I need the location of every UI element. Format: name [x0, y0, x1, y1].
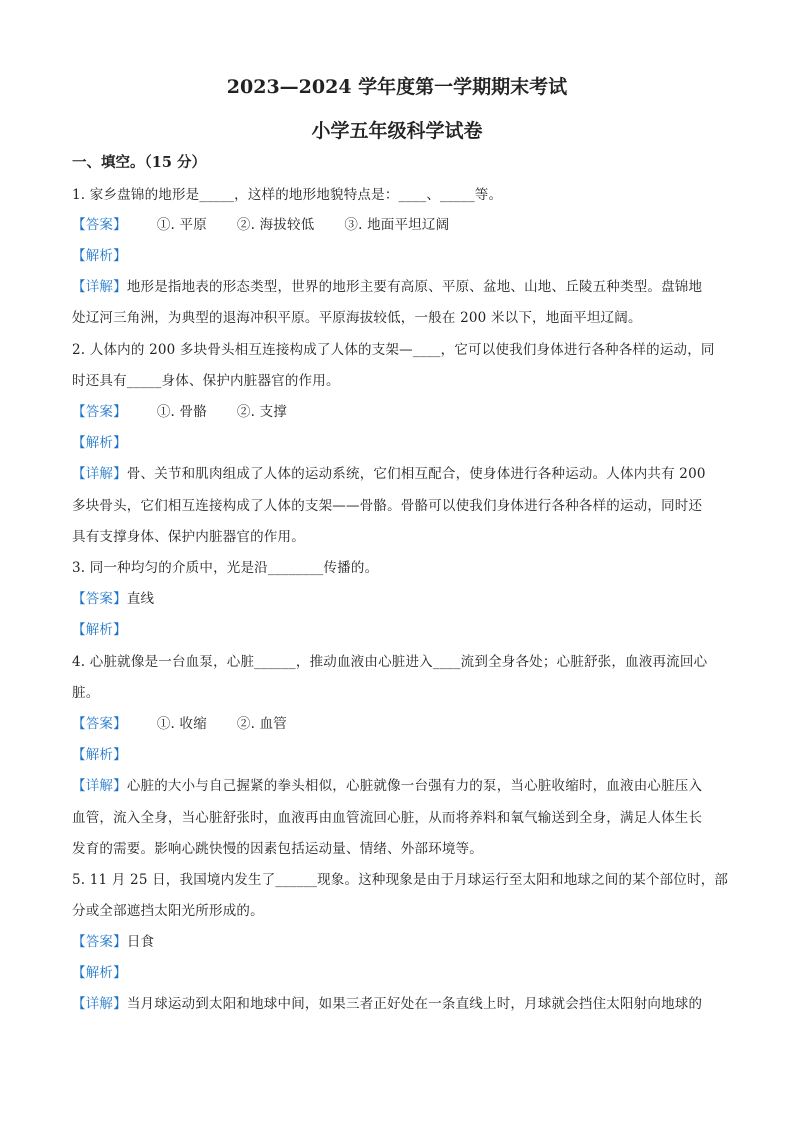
q2-answer-1: ①. 骨骼 [156, 404, 207, 420]
q5-answer: 日食 [126, 934, 155, 950]
q4-detail-line-1 [72, 774, 702, 794]
q4-answer-1: ①. 收缩 [156, 716, 207, 732]
analysis-tag: 【解析】 [72, 435, 127, 451]
q4-analysis-line [72, 743, 127, 763]
analysis-tag: 【解析】 [72, 747, 127, 763]
answer-tag: 【答案】 [72, 404, 127, 420]
answer-tag: 【答案】 [72, 591, 127, 607]
q3-answer: 直线 [126, 591, 155, 607]
q1-answer-line [72, 213, 449, 233]
detail-tag: 【详解】 [72, 996, 127, 1012]
q5-detail-text-1: 当月球运动到太阳和地球中间，如果三者正好处在一条直线上时，月球就会挡住太阳射向地球的 [126, 996, 703, 1012]
detail-tag: 【详解】 [72, 778, 127, 794]
answer-tag: 【答案】 [72, 716, 127, 732]
q1-answer-3: ③. 地面平坦辽阔 [344, 217, 450, 233]
q2-detail-text-1: 骨、关节和肌肉组成了人体的运动系统，它们相互配合，使身体进行各种运动。人体内共有 200 [126, 466, 706, 482]
analysis-tag: 【解析】 [72, 622, 127, 638]
q1-detail-line-2: 处辽河三角洲，为典型的退海冲积平原。平原海拔较低，一般在 200 米以下，地面平坦辽阔。 [72, 310, 642, 326]
q2-stem-line-2: 时还具有_____身体、保护内脏器官的作用。 [72, 373, 340, 389]
analysis-tag: 【解析】 [72, 965, 127, 981]
q4-stem-line-1: 4. 心脏就像是一台血泵，心脏______，推动血液由心脏进入____流到全身各处；心脏舒张，血液再流回心 [72, 654, 708, 670]
detail-tag: 【详解】 [72, 466, 127, 482]
exam-title: 2023—2024 学年度第一学期期末考试 [226, 76, 568, 98]
answer-tag: 【答案】 [72, 217, 127, 233]
section-heading: 一、填空。（15 分） [72, 154, 206, 171]
q5-answer-line [72, 930, 154, 950]
q1-detail-text-1: 地形是指地表的形态类型，世界的地形主要有高原、平原、盆地、山地、丘陵五种类型。盘锦地 [126, 279, 703, 295]
q1-answer-2: ②. 海拔较低 [236, 217, 315, 233]
q4-detail-text-1: 心脏的大小与自己握紧的拳头相似，心脏就像一台强有力的泵，当心脏收缩时，血液由心脏压入 [126, 778, 703, 794]
q3-analysis-line [72, 618, 127, 638]
q4-detail-line-2: 血管，流入全身，当心脏舒张时，血液再由血管流回心脏，从而将养料和氧气输送到全身，满足人体生长 [72, 810, 703, 826]
q2-detail-line-3: 具有支撑身体、保护内脏器官的作用。 [72, 529, 305, 545]
q1-answer-1: ①. 平原 [156, 217, 207, 233]
q1-stem: 1. 家乡盘锦的地形是_____，这样的地形地貌特点是：____、_____等。 [72, 187, 503, 203]
q5-detail-line-1 [72, 992, 702, 1012]
answer-tag: 【答案】 [72, 934, 127, 950]
q3-answer-line [72, 587, 154, 607]
q5-analysis-line [72, 961, 127, 981]
q4-answer-line [72, 712, 287, 732]
analysis-tag: 【解析】 [72, 248, 127, 264]
q5-stem-line-1: 5. 11 月 25 日，我国境内发生了______现象。这种现象是由于月球运行至太阳和地球之间的某个部位时，部 [72, 872, 729, 888]
q2-analysis-line [72, 431, 127, 451]
detail-tag: 【详解】 [72, 279, 127, 295]
q2-answer-line [72, 400, 287, 420]
q4-detail-line-3: 发育的需要。影响心跳快慢的因素包括运动量、情绪、外部环境等。 [72, 841, 483, 857]
q5-stem-line-2: 分或全部遮挡太阳光所形成的。 [72, 903, 264, 919]
q2-stem-line-1: 2. 人体内的 200 多块骨头相互连接构成了人体的支架—____，它可以使我们身体进行各种各样的运动，同 [72, 342, 715, 358]
q4-answer-2: ②. 血管 [236, 716, 287, 732]
q3-stem: 3. 同一种均匀的介质中，光是沿________传播的。 [72, 560, 379, 576]
q4-stem-line-2: 脏。 [72, 685, 100, 701]
q2-detail-line-2: 多块骨头，它们相互连接构成了人体的支架——骨骼。骨骼可以使我们身体进行各种各样的运动，同时还 [72, 498, 703, 514]
exam-subtitle: 小学五年级科学试卷 [311, 120, 483, 142]
q1-detail-line-1 [72, 275, 702, 295]
q2-detail-line-1 [72, 462, 706, 482]
q2-answer-2: ②. 支撑 [236, 404, 287, 420]
q1-analysis-line [72, 244, 127, 264]
